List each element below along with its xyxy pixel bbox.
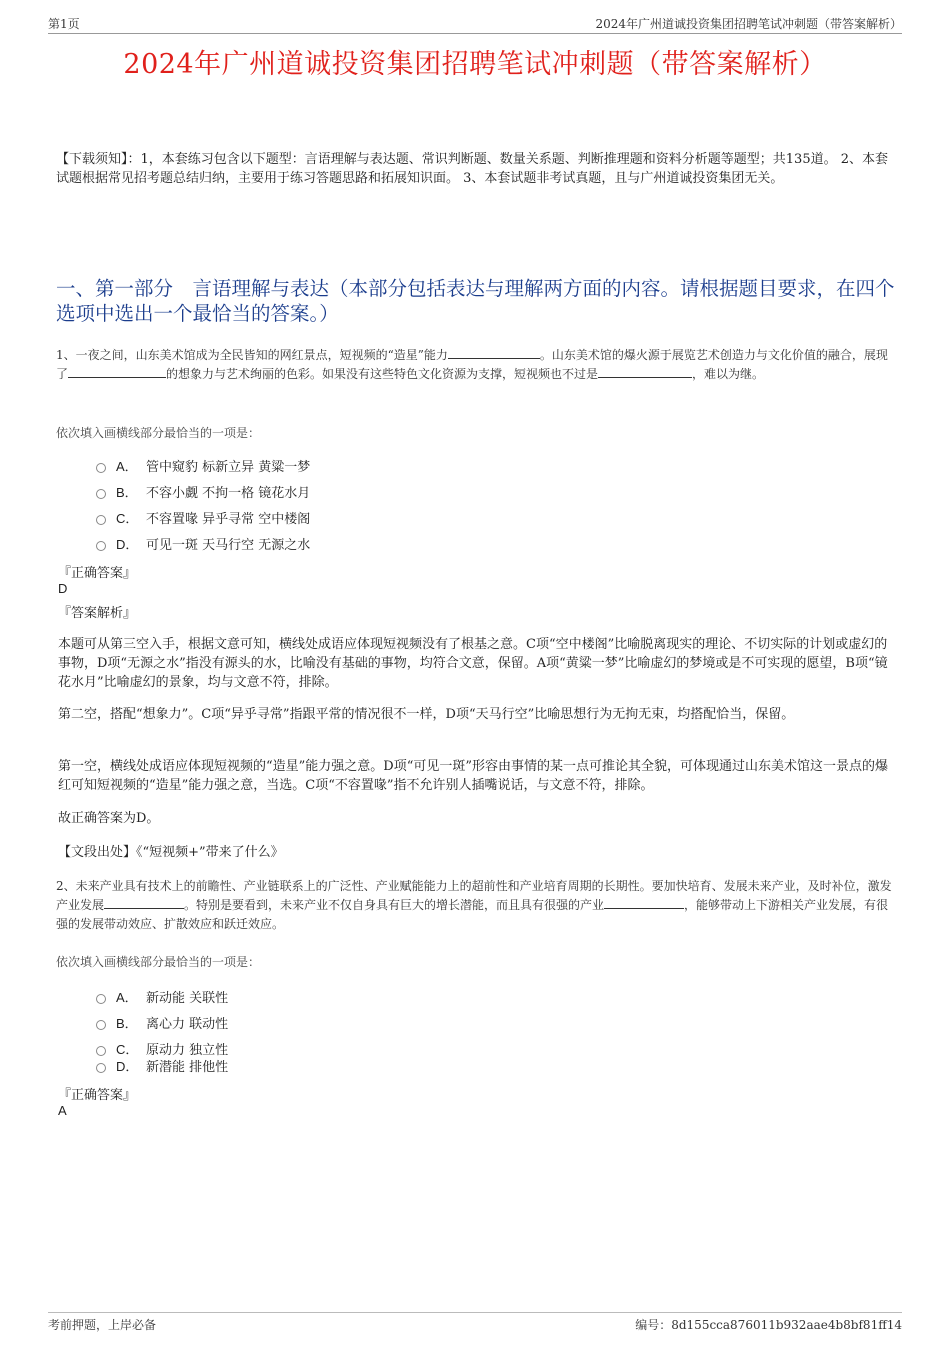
q1-part1: 1、一夜之间，山东美术馆成为全民皆知的网红景点，短视频的“造星”能力: [56, 348, 448, 362]
footer-slogan: 考前押题，上岸必备: [48, 1318, 157, 1332]
option-text: 可见一斑 天马行空 无源之水: [146, 538, 311, 553]
q2-answer-label: 『正确答案』: [58, 1088, 137, 1103]
q1-answer: D: [58, 581, 68, 596]
q2-part1: 2、未来产业具有技术上的前瞻性、产业链联系上的广泛性、产业赋能能力上的超前性和产业培育周期的长期性。要加快培育、发展未来产业，及时补位，激发产业发展: [56, 879, 892, 912]
blank-3: [598, 365, 692, 378]
option-letter: C．: [116, 1042, 139, 1057]
option-text: 离心力 联动性: [146, 1017, 229, 1032]
option-letter: D．: [116, 1059, 139, 1074]
option-text: 不容置喙 异乎寻常 空中楼阁: [146, 512, 311, 527]
page-number: 第1页: [48, 17, 80, 31]
section-heading: 一、第一部分 言语理解与表达（本部分包括表达与理解两方面的内容。请根据题目要求，在四个选项中选出一个最恰当的答案。）: [56, 277, 895, 325]
q2-part2: 。特别是要看到，未来产业不仅自身具有巨大的增长潜能，而且具有很强的产业: [184, 898, 605, 912]
q1-option-b[interactable]: [96, 482, 310, 501]
q2-option-a[interactable]: [96, 987, 228, 1006]
radio-icon[interactable]: [96, 1063, 106, 1073]
q1-part4: ，难以为继。: [692, 367, 765, 381]
radio-icon[interactable]: [96, 1020, 106, 1030]
q1-analysis-label: 『答案解析』: [58, 606, 137, 621]
q1-option-c[interactable]: [96, 508, 310, 527]
option-text: 管中窥豹 标新立异 黄粱一梦: [146, 460, 311, 475]
option-letter: D．: [116, 537, 139, 552]
header-doc-title: 2024年广州道诚投资集团招聘笔试冲刺题（带答案解析）: [595, 17, 902, 31]
option-letter: B．: [116, 1016, 138, 1031]
q2-answer: A: [58, 1103, 67, 1118]
radio-icon[interactable]: [96, 994, 106, 1004]
q1-analysis-para-3: 第一空，横线处成语应体现短视频的“造星”能力强之意。D项“可见一斑”形容由事情的某一点可推论其全貌，可体现通过山东美术馆这一景点的爆红可知短视频的“造星”能力强之意，当选。C项“不容置喙”指不允许别人插嘴说话，与文意不符，排除。: [58, 759, 889, 793]
download-notice: 【下载须知】：1，本套练习包含以下题型：言语理解与表达题、常识判断题、数量关系题、判断推理题和资料分析题等题型；共135道。 2、本套试题根据常见招考题总结归纳，主要用于练习答题思路和拓展知识面。 3、本套试题非考试真题，且与广州道诚投资集团无关。: [56, 152, 888, 186]
option-letter: A．: [116, 990, 138, 1005]
q2-option-d[interactable]: [96, 1056, 228, 1075]
q1-part2: 。山东美术馆的爆火源于展览艺术创造力与文化价值的融合，展现了: [56, 348, 888, 381]
question-2-prompt: 依次填入画横线部分最恰当的一项是：: [56, 955, 261, 969]
page-header: [48, 15, 902, 34]
q1-part3: 的想象力与艺术绚丽的色彩。如果没有这些特色文化资源为支撑，短视频也不过是: [166, 367, 599, 381]
option-letter: C．: [116, 511, 139, 526]
question-1-text: [56, 346, 898, 384]
blank-4: [104, 896, 184, 909]
question-2-text: [56, 877, 898, 934]
option-letter: A．: [116, 459, 138, 474]
document-title: 2024年广州道诚投资集团招聘笔试冲刺题（带答案解析）: [123, 49, 827, 80]
radio-icon[interactable]: [96, 1046, 106, 1056]
q1-option-a[interactable]: [96, 456, 310, 475]
radio-icon[interactable]: [96, 541, 106, 551]
question-1-prompt: 依次填入画横线部分最恰当的一项是：: [56, 426, 261, 440]
option-text: 不容小觑 不拘一格 镜花水月: [146, 486, 311, 501]
option-letter: B．: [116, 485, 138, 500]
radio-icon[interactable]: [96, 515, 106, 525]
q1-answer-label: 『正确答案』: [58, 566, 137, 581]
page-footer: [48, 1312, 902, 1335]
radio-icon[interactable]: [96, 463, 106, 473]
blank-5: [604, 896, 684, 909]
q2-part3: ，能够带动上下游相关产业发展，有很强的发展带动效应、扩散效应和跃迁效应。: [56, 898, 889, 931]
q1-option-d[interactable]: [96, 534, 310, 553]
q1-analysis-para-1: 本题可从第三空入手，根据文意可知，横线处成语应体现短视频没有了根基之意。C项“空中楼阁”比喻脱离现实的理论、不切实际的计划或虚幻的事物，D项“无源之水”指没有源头的水，比喻没有基础的事物，均符合文意，保留。A项“黄粱一梦”比喻虚幻的梦境或是不可实现的愿望，B项“镜花水月”比喻虚幻的景象，均与文意不符，排除。: [58, 637, 888, 690]
q1-source: 【文段出处】《“短视频+”带来了什么》: [58, 845, 284, 860]
option-text: 原动力 独立性: [146, 1043, 229, 1058]
option-text: 新动能 关联性: [146, 991, 229, 1006]
option-text: 新潜能 排他性: [146, 1060, 229, 1075]
blank-1: [448, 346, 540, 359]
footer-serial: 编号：8d155cca876011b932aae4b8bf81ff14: [635, 1318, 902, 1332]
q1-analysis-para-2: 第二空，搭配“想象力”。C项“异乎寻常”指跟平常的情况很不一样，D项“天马行空”比喻思想行为无拘无束，均搭配恰当，保留。: [58, 707, 795, 722]
radio-icon[interactable]: [96, 489, 106, 499]
q2-option-b[interactable]: [96, 1013, 228, 1032]
q1-conclusion: 故正确答案为D。: [58, 811, 160, 826]
blank-2: [68, 365, 166, 378]
